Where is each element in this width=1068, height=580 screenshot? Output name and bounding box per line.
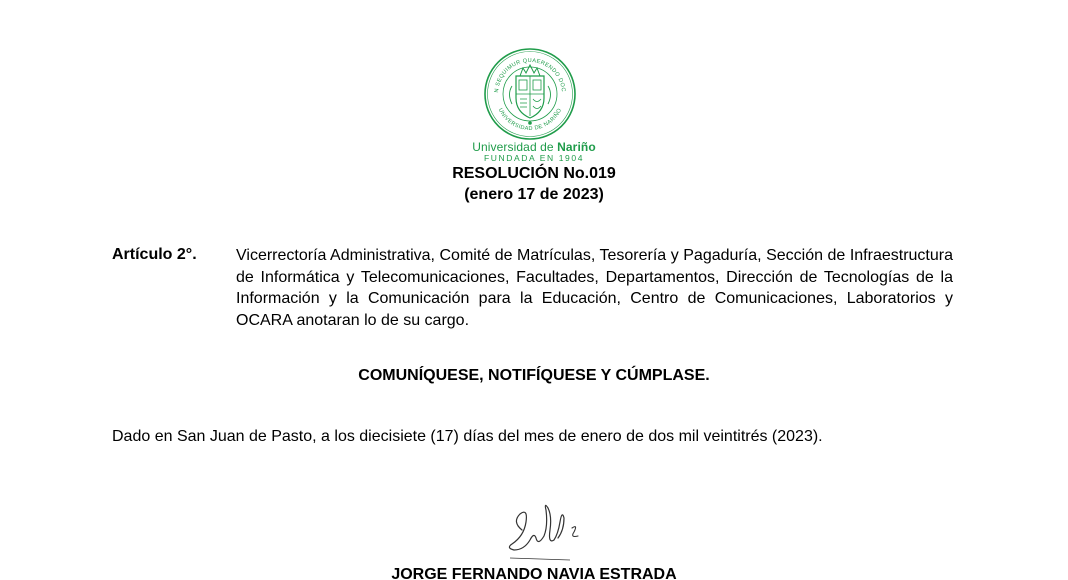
university-seal-logo: [482, 46, 578, 142]
university-name: [0, 140, 1068, 154]
dated-statement: Dado en San Juan de Pasto, a los diecisiete (17) días del mes de enero de dos mil veintitrés (2023).: [112, 428, 823, 445]
article-body: Vicerrectoría Administrativa, Comité de Matrículas, Tesorería y Pagaduría, Sección de Infraestructura de Informática y Telecomunicaciones, Facultades, Departamentos, Dirección de Tecnologías de la Información y la Comunicación para la Educación, Centro de Comunicaciones, Laboratorios y OCARA anotaran lo de su cargo.: [236, 247, 953, 329]
seal-icon: [482, 46, 578, 142]
resolution-date: (enero 17 de 2023): [464, 186, 604, 203]
signatory-name: JORGE FERNANDO NAVIA ESTRADA: [391, 566, 677, 580]
resolution-title: RESOLUCIÓN No.019: [452, 165, 616, 182]
article-label: Artículo 2°.: [112, 246, 197, 263]
university-name-bold: Nariño: [557, 140, 596, 154]
closing-statement: COMUNÍQUESE, NOTIFÍQUESE Y CÚMPLASE.: [358, 367, 710, 384]
university-founded: FUNDADA EN 1904: [483, 153, 585, 163]
svg-text:LUMEN SEQUIMUR QUAERENDO DOCEM: N SEQUIMUR QUAERENDO DOC: [493, 57, 566, 93]
signature-icon: [500, 500, 590, 564]
handwritten-signature: [500, 500, 590, 564]
university-prefix: Universidad de: [472, 140, 558, 154]
svg-text:UNIVERSIDAD DE NARIÑO: UNIVERSIDAD DE NARIÑO: [496, 107, 564, 133]
